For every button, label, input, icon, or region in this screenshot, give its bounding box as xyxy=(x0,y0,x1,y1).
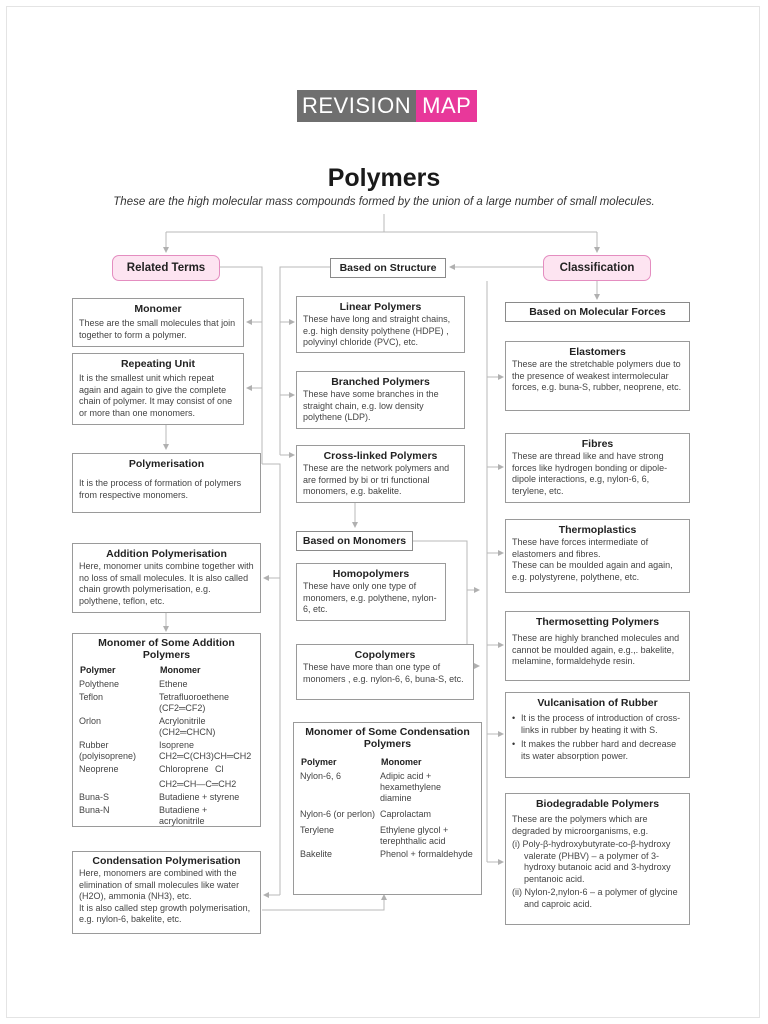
elastomers-body: These are the stretchable polymers due to the presence of weakest intermolecular forces, e.g. buna-S, rubber, neoprene, etc. xyxy=(512,359,682,392)
box-copolymers xyxy=(296,644,474,700)
branched-body: These have some branches in the straight chain, e.g. low density polythene (LDP). xyxy=(303,389,439,422)
row-monomer: Caprolactam xyxy=(380,809,432,819)
crosslinked-body: These are the network polymers and are formed by bi or tri functional monomers, e.g. bakelite. xyxy=(303,463,450,496)
row-polymer: Rubber (polyisoprene) xyxy=(79,740,137,761)
list-item: • It is the process of introduction of cross-links in rubber by heating it with S. xyxy=(512,713,683,736)
row-monomer: Adipic acid + hexamethylene diamine xyxy=(380,771,442,803)
monomer-body: These are the small molecules that join together to form a polymer. xyxy=(79,318,236,340)
list-item: (i) Poly-β-hydroxybutyrate-co-β-hydroxy valerate (PHBV) – a polymer of 3-hydroxy butanoic acid and 3-hydroxy pentanoic acid. xyxy=(512,839,671,884)
table-row xyxy=(300,808,475,824)
homo-body: These have only one type of monomers, e.g. polythene, nylon-6, etc. xyxy=(303,581,437,614)
row-monomer: Chloroprene xyxy=(159,764,209,774)
table-row xyxy=(79,678,254,691)
row-polymer: Bakelite xyxy=(300,849,333,859)
head-based-on-monomers: Based on Monomers xyxy=(296,531,413,551)
row-polymer: Nylon-6 (or perlon) xyxy=(300,809,376,819)
condensation-body-1: Here, monomers are combined with the elimination of small molecules like water (H2O), ammonia (NH3), etc. xyxy=(79,868,240,901)
col-header-polymer: Polymer xyxy=(80,665,116,675)
table-row xyxy=(79,791,254,804)
condensation-table-title: Monomer of Some Condensation Polymers xyxy=(305,726,470,750)
row-monomer: Isoprene CH2═C(CH3)CH═CH2 xyxy=(159,740,252,761)
condensation-monomers-table xyxy=(300,756,475,861)
linear-body: These have long and straight chains, e.g. high density polythene (HDPE) , polyvinyl chloride (PVC), etc. xyxy=(303,314,451,347)
vulcanisation-list xyxy=(512,713,683,762)
box-repeating-unit xyxy=(72,353,244,425)
box-vulcanisation xyxy=(505,692,690,778)
col-header-monomer: Monomer xyxy=(381,757,422,767)
table-row xyxy=(300,770,475,808)
polymerisation-title: Polymerisation xyxy=(128,458,205,470)
list-item: • It makes the rubber hard and decrease its water absorption power. xyxy=(512,739,683,762)
head-based-on-structure: Based on Structure xyxy=(330,258,446,278)
col-header-polymer: Polymer xyxy=(301,757,337,767)
row-monomer: Butadiene + styrene xyxy=(159,792,240,802)
chloroprene-formula: CH2═CH—C═CH2 xyxy=(159,779,237,789)
thermoplastics-title: Thermoplastics xyxy=(558,524,637,536)
fibres-body: These are thread like and have strong forces like hydrogen bonding or dipole-dipole interactions, e.g, nylon-6, 6, terylene, etc. xyxy=(512,451,668,496)
col-header-monomer: Monomer xyxy=(160,665,201,675)
crosslinked-title: Cross-linked Polymers xyxy=(323,450,438,462)
co-title: Copolymers xyxy=(354,649,416,661)
pill-classification: Classification xyxy=(543,255,651,281)
box-biodegradable xyxy=(505,793,690,925)
row-polymer: Polythene xyxy=(79,679,120,689)
box-addition-polymerisation xyxy=(72,543,261,613)
homo-title: Homopolymers xyxy=(332,568,410,580)
thermosetting-title: Thermosetting Polymers xyxy=(535,616,660,628)
row-monomer: Ethene xyxy=(159,679,188,689)
box-addition-monomers-table xyxy=(72,633,261,827)
biodegradable-body: These are the polymers which are degraded by microorganisms, e.g. xyxy=(512,814,649,836)
box-condensation-polymerisation xyxy=(72,851,261,934)
row-polymer: Orlon xyxy=(79,716,102,726)
biodegradable-title: Biodegradable Polymers xyxy=(535,798,660,810)
table-row xyxy=(79,715,254,739)
row-polymer: Buna-S xyxy=(79,792,110,802)
chloroprene-cl: Cl xyxy=(215,764,224,774)
table-row xyxy=(300,824,475,848)
row-polymer: Terylene xyxy=(300,825,335,835)
row-polymer: Buna-N xyxy=(79,805,110,815)
co-body: These have more than one type of monomers , e.g. nylon-6, 6, buna-S, etc. xyxy=(303,662,464,684)
thermoplastics-body-2: These can be moulded again and again, e.g. polystyrene, polythene, etc. xyxy=(512,560,673,582)
box-thermosetting xyxy=(505,611,690,681)
vulcanisation-title: Vulcanisation of Rubber xyxy=(537,697,658,709)
fibres-title: Fibres xyxy=(581,438,614,450)
pill-related-terms: Related Terms xyxy=(112,255,220,281)
box-polymerisation xyxy=(72,453,261,513)
revision-map-badge xyxy=(297,90,477,122)
box-crosslinked-polymers xyxy=(296,445,465,503)
repeating-title: Repeating Unit xyxy=(120,358,196,370)
addition-title: Addition Polymerisation xyxy=(106,548,227,560)
repeating-body: It is the smallest unit which repeat again and again to give the complete chain of polymer. It may consist of one or more than one monomers. xyxy=(79,373,233,418)
row-monomer: Phenol + formaldehyde xyxy=(380,849,473,859)
table-row xyxy=(79,804,254,828)
list-item: (ii) Nylon-2,nylon-6 – a polymer of glycine and caproic acid. xyxy=(512,887,678,909)
table-row xyxy=(79,691,254,715)
addition-table-title: Monomer of Some Addition Polymers xyxy=(98,637,235,661)
linear-title: Linear Polymers xyxy=(339,301,422,313)
branched-title: Branched Polymers xyxy=(331,376,430,388)
condensation-title: Condensation Polymerisation xyxy=(92,855,241,867)
row-polymer: Teflon xyxy=(79,692,104,702)
table-row xyxy=(79,739,254,763)
addition-body: Here, monomer units combine together with no loss of small molecules. It is also called chain growth polymerisation, e.g. polythene, teflon, etc. xyxy=(79,561,254,606)
thermosetting-body: These are highly branched molecules and cannot be moulded again, e.g.,. bakelite, melamine, formaldehyde resin. xyxy=(512,633,680,666)
badge-map: MAP xyxy=(416,90,477,122)
box-elastomers xyxy=(505,341,690,411)
box-linear-polymers xyxy=(296,296,465,353)
box-homopolymers xyxy=(296,563,446,621)
row-polymer: Nylon-6, 6 xyxy=(300,771,342,781)
condensation-body-2: It is also called step growth polymerisation, e.g. nylon-6, bakelite, etc. xyxy=(79,902,251,924)
box-branched-polymers xyxy=(296,371,465,429)
head-molecular-forces: Based on Molecular Forces xyxy=(505,302,690,322)
addition-monomers-table xyxy=(79,664,254,828)
row-monomer: Acrylonitrile (CH2═CHCN) xyxy=(159,716,216,737)
table-row xyxy=(79,763,254,791)
row-monomer-chloroprene xyxy=(159,763,254,791)
row-monomer: Tetrafluoroethene (CF2═CF2) xyxy=(159,692,230,713)
table-row xyxy=(300,848,475,861)
row-monomer: Butadiene + acrylonitrile xyxy=(159,805,208,826)
row-monomer: Ethylene glycol + terephthalic acid xyxy=(380,825,449,846)
monomer-title: Monomer xyxy=(134,303,182,315)
row-polymer: Neoprene xyxy=(79,764,119,774)
badge-revision: REVISION xyxy=(297,90,416,122)
box-fibres xyxy=(505,433,690,503)
box-thermoplastics xyxy=(505,519,690,593)
thermoplastics-body-1: These have forces intermediate of elastomers and fibres. xyxy=(512,537,649,559)
box-condensation-monomers-table xyxy=(293,722,482,895)
page-subtitle: These are the high molecular mass compounds formed by the union of a large number of small molecules. xyxy=(113,196,655,208)
box-monomer xyxy=(72,298,244,347)
elastomers-title: Elastomers xyxy=(569,346,626,358)
polymerisation-body: It is the process of formation of polymers from respective monomers. xyxy=(79,478,242,500)
page-title: Polymers xyxy=(327,164,441,192)
